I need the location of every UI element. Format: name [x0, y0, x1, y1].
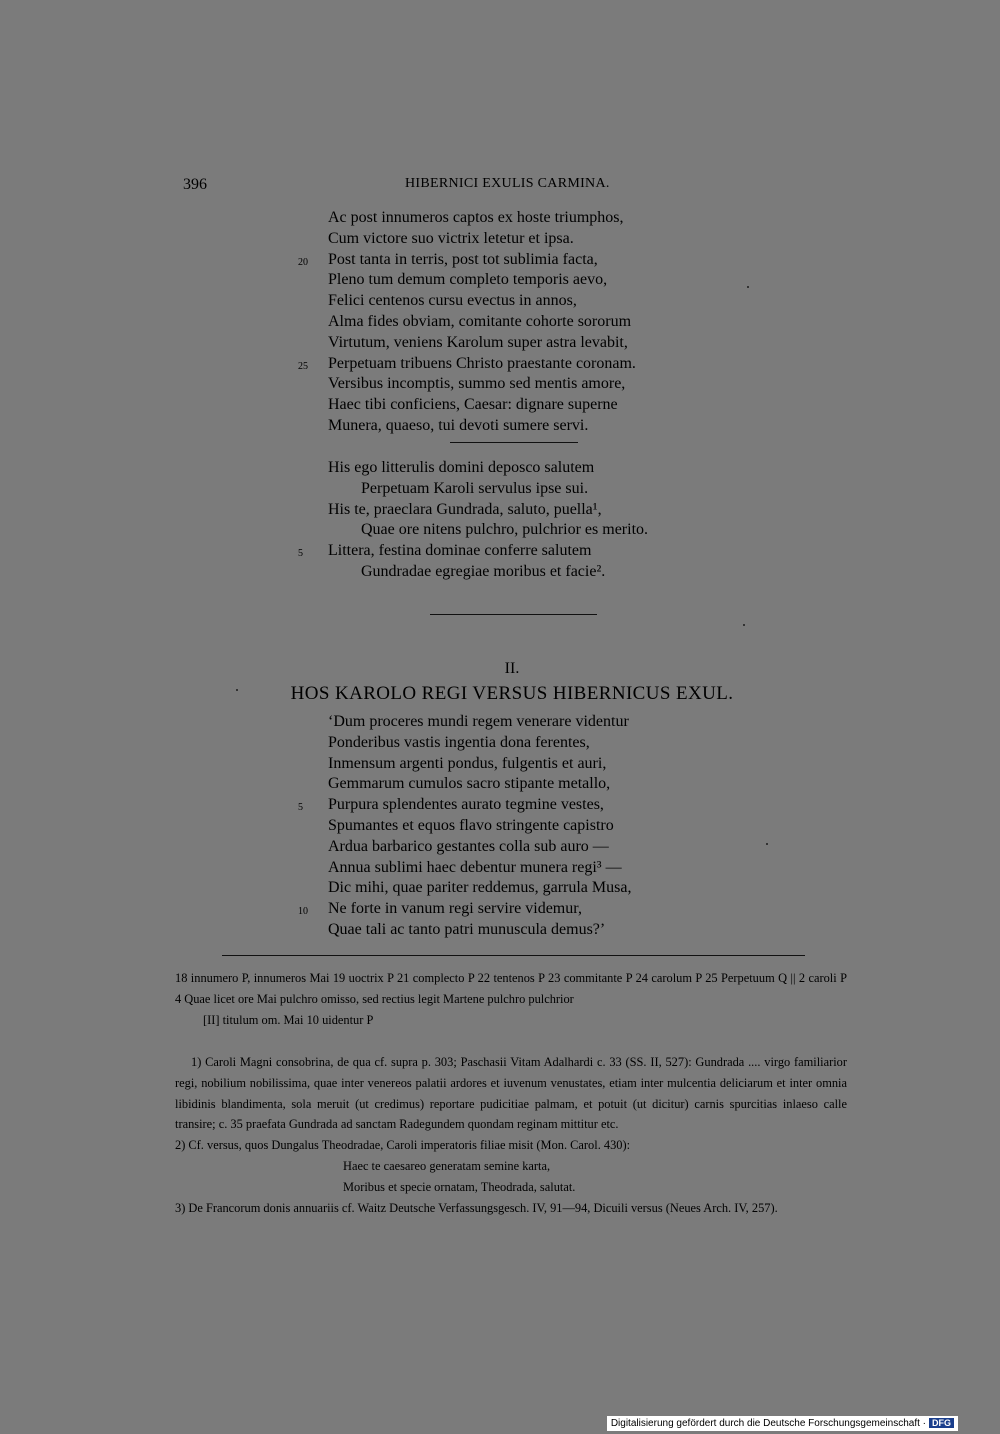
verse-line	[298, 416, 858, 437]
verse-text: Quae ore nitens pulchro, pulchrior es merito.	[361, 521, 649, 539]
poem-three	[298, 712, 858, 941]
footnote-1: 1) Caroli Magni consobrina, de qua cf. supra p. 303; Paschasii Vitam Adalhardi c. 33 (SS. II, 527): Gundrada .... virgo familiarior regi, nobilium nobilissima, quae inter venereos palatii ardores et iuvenum venustates, etiam inter mulcentia deliciarum et inter omnia libidinis blandimenta, sola meruit (ut credimus) reportare pudicitiae palmam, et potuit (ut dicitur) carnis spurcitias inlaeso calle transire; c. 35 praefata Gundrada ad sanctam Radegundem quondam reginam mittitur etc.	[175, 1055, 847, 1132]
verse-text: Annua sublimi haec debentur munera regi³ —	[328, 858, 622, 876]
verse-text: Alma fides obviam, comitante cohorte sororum	[328, 312, 632, 330]
line-number: 25	[298, 360, 308, 372]
verse-text: ‘Dum proceres mundi regem venerare videntur	[328, 713, 629, 730]
verse-text: Ponderibus vastis ingentia dona ferentes,	[328, 733, 590, 751]
verse-line	[298, 562, 858, 583]
footnotes	[175, 1052, 847, 1218]
verse-text: Perpetuam tribuens Christo praestante coronam.	[328, 354, 636, 372]
running-head: HIBERNICI EXULIS CARMINA.	[405, 176, 610, 191]
verse-text: Littera, festina dominae conferre salutem	[328, 542, 592, 560]
credit-text: Digitalisierung gefördert durch die Deutsche Forschungsgemeinschaft ·	[610, 1418, 926, 1429]
footnote-quote-line: Haec te caesareo generatam semine karta,	[343, 1158, 551, 1173]
scan-speck	[766, 843, 768, 845]
verse-text: Ac post innumeros captos ex hoste triumphos,	[328, 209, 624, 226]
verse-text: Virtutum, veniens Karolum super astra levabit,	[328, 333, 628, 351]
verse-line	[298, 795, 858, 816]
verse-text: Felici centenos cursu evectus in annos,	[328, 292, 577, 310]
footnote-3: 3) De Francorum donis annuariis cf. Waitz Deutsche Verfassungsgesch. IV, 91—94, Dicuili versus (Neues Arch. IV, 257).	[175, 1200, 778, 1215]
verse-text: Gemmarum cumulos sacro stipante metallo,	[328, 775, 611, 793]
verse-text: Inmensum argenti pondus, fulgentis et auri,	[328, 754, 607, 772]
short-rule	[450, 442, 578, 443]
verse-text: His ego litterulis domini deposco salutem	[328, 459, 595, 476]
footnote-2: 2) Cf. versus, quos Dungalus Theodradae, Caroli imperatoris filiae misit (Mon. Carol. 430):	[175, 1138, 631, 1153]
line-number: 5	[298, 548, 303, 560]
verse-line	[298, 733, 858, 754]
line-number: 20	[298, 256, 308, 268]
verse-text: Post tanta in terris, post tot sublimia facta,	[328, 250, 598, 268]
verse-text: Cum victore suo victrix letetur et ipsa.	[328, 229, 574, 247]
verse-line	[298, 541, 858, 562]
verse-line	[298, 458, 858, 479]
verse-text: Spumantes et equos flavo stringente capistro	[328, 816, 614, 834]
verse-line	[298, 270, 858, 291]
footer-credit	[607, 1416, 958, 1431]
verse-line	[298, 208, 858, 229]
apparatus-line: 18 innumero P, innumeros Mai 19 uoctrix P 21 complecto P 22 tentenos P 23 commitante P 24 carolum P 25 Perpetuum Q || 2 caroli P 4 Quae licet ore Mai pulchro omisso, sed rectius legit Martene pulchro pulchrior	[175, 971, 847, 1006]
verse-line	[298, 333, 858, 354]
verse-line	[298, 920, 858, 941]
section-divider	[430, 614, 597, 615]
verse-text: Gundradae egregiae moribus et facie².	[361, 562, 606, 580]
dfg-logo: DFG	[929, 1418, 954, 1428]
verse-line	[298, 520, 858, 541]
verse-line	[298, 500, 858, 521]
verse-line	[298, 312, 858, 333]
page-number: 396	[183, 176, 207, 193]
verse-line	[298, 354, 858, 375]
verse-line	[298, 712, 858, 733]
verse-text: Ne forte in vanum regi servire videmur,	[328, 900, 582, 918]
verse-line	[298, 374, 858, 395]
scan-speck	[236, 689, 238, 691]
verse-line	[298, 395, 858, 416]
verse-text: Versibus incomptis, summo sed mentis amore,	[328, 375, 626, 393]
verse-text: Haec tibi conficiens, Caesar: dignare superne	[328, 396, 618, 414]
verse-text: Munera, quaeso, tui devoti sumere servi.	[328, 416, 589, 434]
line-number: 5	[298, 802, 303, 814]
verse-line	[298, 878, 858, 899]
verse-text: Pleno tum demum completo temporis aevo,	[328, 271, 608, 289]
verse-line	[298, 774, 858, 795]
verse-line	[298, 754, 858, 775]
verse-line	[298, 229, 858, 250]
notes-rule	[222, 955, 805, 956]
verse-text: Ardua barbarico gestantes colla sub auro —	[328, 837, 609, 855]
critical-apparatus	[175, 968, 847, 1030]
section-title: HOS KAROLO REGI VERSUS HIBERNICUS EXUL.	[290, 683, 734, 704]
line-number: 10	[298, 906, 308, 918]
apparatus-line: [II] titulum om. Mai 10 uidentur P	[203, 1012, 374, 1027]
verse-line	[298, 291, 858, 312]
poem-two	[298, 458, 858, 583]
section-number: II.	[504, 660, 520, 677]
verse-line	[298, 479, 858, 500]
footnote-quote-line: Moribus et specie ornatam, Theodrada, salutat.	[343, 1179, 576, 1194]
verse-line	[298, 816, 858, 837]
verse-text: His te, praeclara Gundrada, saluto, puella¹,	[328, 500, 602, 518]
verse-text: Perpetuam Karoli servulus ipse sui.	[361, 479, 589, 497]
scan-speck	[747, 286, 749, 288]
verse-line	[298, 837, 858, 858]
verse-line	[298, 858, 858, 879]
poem-one	[298, 208, 858, 437]
verse-text: Purpura splendentes aurato tegmine vestes,	[328, 796, 604, 814]
verse-line	[298, 250, 858, 271]
verse-text: Quae tali ac tanto patri munuscula demus?’	[328, 920, 606, 938]
verse-text: Dic mihi, quae pariter reddemus, garrula Musa,	[328, 879, 632, 897]
verse-line	[298, 899, 858, 920]
scan-speck	[743, 624, 745, 626]
